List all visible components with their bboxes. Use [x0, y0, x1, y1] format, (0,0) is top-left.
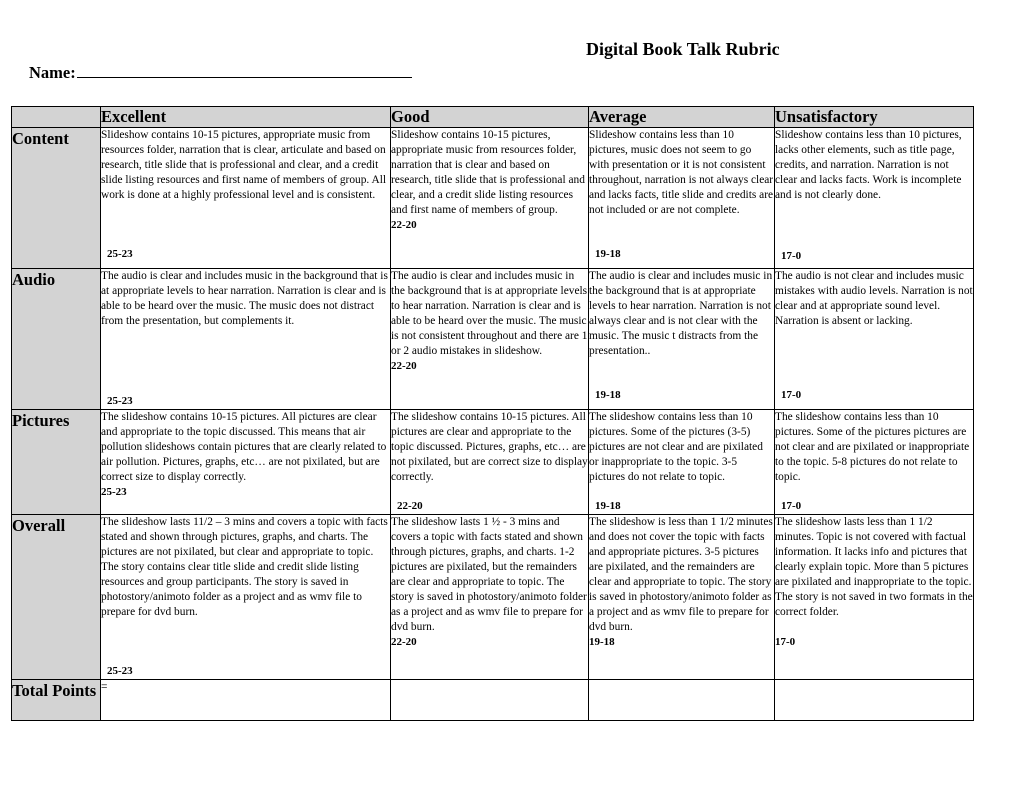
score-range: 25-23 — [107, 248, 133, 260]
cell-content-unsatisfactory — [775, 128, 974, 269]
criteria-text: The slideshow contains 10-15 pictures. All pictures are clear and appropriate to the topic discussed. Pictures, graphs, etc… are not pixilated, but are correct size to display correctly. — [391, 411, 588, 483]
cell-audio-good — [391, 269, 589, 410]
criteria-text: The slideshow contains 10-15 pictures. All pictures are clear and appropriate to the topic discussed. This means that air pollution slideshows contain pictures that are clearly related to air pollution. Pictures, graphs, etc… are not pixilated, but are correct size to display correctly. — [101, 411, 387, 483]
cell-pictures-unsatisfactory — [775, 410, 974, 515]
corner-cell — [12, 107, 101, 128]
cell-overall-good — [391, 515, 589, 680]
score-range: 17-0 — [781, 500, 802, 512]
score-range: 19-18 — [595, 389, 621, 401]
score-range: 22-20 — [391, 219, 417, 231]
column-header-excellent: Excellent — [101, 107, 391, 128]
score-range: 17-0 — [781, 389, 802, 401]
row-audio — [12, 269, 974, 410]
score-range: 22-20 — [397, 500, 423, 512]
column-header-good: Good — [391, 107, 589, 128]
score-range: 25-23 — [101, 486, 127, 498]
name-label: Name: — [29, 63, 76, 82]
cell-audio-unsatisfactory — [775, 269, 974, 410]
name-blank-line[interactable] — [77, 62, 412, 78]
row-label-content: Content — [12, 128, 101, 269]
row-label-total-points: Total Points — [12, 680, 101, 721]
criteria-text: The audio is not clear and includes music mistakes with audio levels. Narration is not clear and at appropriate sound level. Narration is absent or lacking. — [775, 270, 973, 327]
score-range: 22-20 — [391, 360, 417, 372]
page-title: Digital Book Talk Rubric — [586, 39, 780, 59]
criteria-text: Slideshow contains less than 10 pictures, music does not seem to go with presentation or it is not consistent throughout, narration is not always clear and lacks facts, title slide and credits are not included or are not complete. — [589, 129, 774, 216]
total-points-input[interactable]: = — [101, 680, 391, 721]
criteria-text: The slideshow contains less than 10 pictures. Some of the pictures (3-5) pictures are not clear and are pixilated or inappropriate to the topic. 3-5 pictures do not relate to topic. — [589, 411, 763, 483]
score-range: 19-18 — [595, 500, 621, 512]
cell-content-good — [391, 128, 589, 269]
score-range: 19-18 — [595, 248, 621, 260]
column-header-unsatisfactory: Unsatisfactory — [775, 107, 974, 128]
cell-audio-average — [589, 269, 775, 410]
cell-content-excellent — [101, 128, 391, 269]
column-header-average: Average — [589, 107, 775, 128]
cell-pictures-excellent — [101, 410, 391, 515]
score-range: 17-0 — [781, 250, 802, 262]
criteria-text: The slideshow lasts 11/2 – 3 mins and covers a topic with facts stated and shown through pictures, graphs, and charts. The pictures are not pixilated, but clear and appropriate to topic. The story contains clear title slide and credit slide listing resources and group participants. The story is saved in photostory/animoto folder as a project and as wmv file to prepare for dvd burn. — [101, 516, 388, 618]
criteria-text: The slideshow contains less than 10 pictures. Some of the pictures pictures are not clear and are pixilated or inappropriate to the topic. 5-8 pictures do not relate to topic. — [775, 411, 970, 483]
criteria-text: The audio is clear and includes music in the background that is at appropriate levels to hear narration. Narration is clear and is able to be heard over the music. The music is not consistent throughout and there are 1 or 2 audio mistakes in slideshow. — [391, 270, 588, 357]
cell-overall-unsatisfactory — [775, 515, 974, 680]
cell-audio-excellent — [101, 269, 391, 410]
criteria-text: The slideshow is less than 1 1/2 minutes and does not cover the topic with facts and appropriate pictures. 3-5 pictures are pixilated, and the remainders are clear and appropriate to topic. The story is saved in photostory/animoto folder as a project and as wmv file to prepare for dvd burn. — [589, 516, 773, 633]
total-cell-average[interactable] — [589, 680, 775, 721]
row-content — [12, 128, 974, 269]
rubric-table — [11, 106, 974, 721]
criteria-text: The slideshow lasts 1 ½ - 3 mins and covers a topic with facts stated and shown through pictures, graphs, and charts. 1-2 pictures are pixilated, but the remainders are clear and appropriate to topic. The story is saved in photostory/animoto folder as a project and as wmv file to prepare for dvd burn. — [391, 516, 587, 633]
total-cell-good[interactable] — [391, 680, 589, 721]
cell-overall-excellent — [101, 515, 391, 680]
row-label-audio: Audio — [12, 269, 101, 410]
criteria-text: The audio is clear and includes music in the background that is at appropriate levels to hear narration. Narration is not always clear and is not clear with the music. The music t distracts from the presentation.. — [589, 270, 773, 357]
score-range: 22-20 — [391, 636, 417, 648]
total-cell-unsatisfactory[interactable] — [775, 680, 974, 721]
criteria-text: Slideshow contains 10-15 pictures, appropriate music from resources folder, narration that is clear and based on research, title slide that is professional and clear, and a credit slide listing resources and first name of members of group. — [391, 129, 585, 216]
criteria-text: Slideshow contains 10-15 pictures, appropriate music from resources folder, narration that is clear, articulate and based on research, title slide that is professional and clear, and a credit slide listing resources and first name of members of group. All work is done at a highly professional level and is consistent. — [101, 129, 387, 201]
criteria-text: The slideshow lasts less than 1 1/2 minutes. Topic is not covered with factual information. It lacks info and pictures that clearly explain topic. More than 5 pictures are pixilated and inappropriate to the topic. The story is not saved in two formats in the correct folder. — [775, 516, 973, 618]
score-range: 19-18 — [589, 636, 615, 648]
row-pictures — [12, 410, 974, 515]
criteria-text: Slideshow contains less than 10 pictures, lacks other elements, such as title page, credits, and narration. Narration is not clear and lacks facts. Work is incomplete and is not clearly done. — [775, 129, 962, 201]
score-range: 25-23 — [107, 665, 133, 677]
cell-pictures-average — [589, 410, 775, 515]
row-overall — [12, 515, 974, 680]
cell-content-average — [589, 128, 775, 269]
row-label-pictures: Pictures — [12, 410, 101, 515]
criteria-text: The audio is clear and includes music in the background that is at appropriate levels to hear narration. Narration is clear and is able to be heard over the music. The music does not distract from the presentation, but complements it. — [101, 270, 388, 327]
cell-overall-average — [589, 515, 775, 680]
row-label-overall: Overall — [12, 515, 101, 680]
row-total — [12, 680, 974, 721]
cell-pictures-good — [391, 410, 589, 515]
score-range: 25-23 — [107, 395, 133, 407]
score-range: 17-0 — [775, 636, 796, 648]
header-row — [12, 107, 974, 128]
name-field-row — [29, 62, 412, 83]
